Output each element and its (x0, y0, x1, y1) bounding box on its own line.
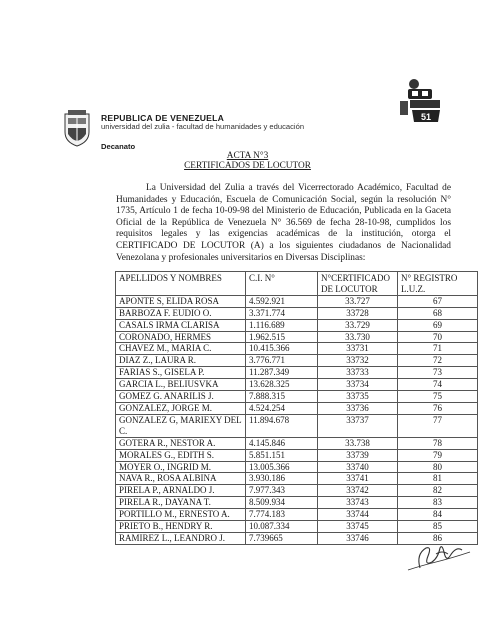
cell-name: GOTERA R., NESTOR A. (116, 437, 246, 449)
cell-registry: 73 (398, 367, 478, 379)
cell-name: FARIAS S., GISELA P. (116, 367, 246, 379)
acta-title: CERTIFICADOS DE LOCUTOR (184, 161, 311, 171)
cell-ci: 10.415.366 (246, 343, 318, 355)
table-row (116, 319, 478, 331)
cell-certificate: 33731 (318, 343, 398, 355)
certificates-table (115, 271, 478, 545)
cell-registry: 72 (398, 355, 478, 367)
table-row (116, 509, 478, 521)
cell-name: PIRELA P., ARNALDO J. (116, 485, 246, 497)
cell-certificate: 33735 (318, 391, 398, 403)
cell-registry: 82 (398, 485, 478, 497)
header-name: APELLIDOS Y NOMBRES (116, 272, 246, 296)
cell-ci: 7.977.343 (246, 485, 318, 497)
table-row (116, 331, 478, 343)
cell-certificate: 33.730 (318, 331, 398, 343)
cell-name: APONTE S, ELIDA ROSA (116, 295, 246, 307)
cell-certificate: 33733 (318, 367, 398, 379)
table-header-row (116, 272, 478, 296)
table-row (116, 355, 478, 367)
cell-name: PRIETO B., HENDRY R. (116, 521, 246, 533)
cell-ci: 4.592.921 (246, 295, 318, 307)
cell-registry: 70 (398, 331, 478, 343)
table-row (116, 343, 478, 355)
cell-name: GONZALEZ, JORGE M. (116, 402, 246, 414)
table-row (116, 391, 478, 403)
table-row (116, 379, 478, 391)
cell-name: PIRELA R., DAYANA T. (116, 497, 246, 509)
cell-registry: 74 (398, 379, 478, 391)
table-body (116, 295, 478, 544)
cell-ci: 1.116.689 (246, 319, 318, 331)
table-row (116, 497, 478, 509)
cell-registry: 77 (398, 414, 478, 437)
cell-ci: 4.145.846 (246, 437, 318, 449)
cell-name: MOYER O., INGRID M. (116, 461, 246, 473)
republic-heading: REPUBLICA DE VENEZUELA (101, 113, 224, 123)
cell-certificate: 33.738 (318, 437, 398, 449)
cell-ci: 3.930.186 (246, 473, 318, 485)
cell-ci: 3.776.771 (246, 355, 318, 367)
svg-text:51: 51 (420, 112, 432, 122)
cell-name: MORALES G., EDITH S. (116, 449, 246, 461)
cell-name: NAVA R., ROSA ALBINA (116, 473, 246, 485)
table-row (116, 485, 478, 497)
cell-ci: 7.888.315 (246, 391, 318, 403)
cell-certificate: 33744 (318, 509, 398, 521)
table-row (116, 437, 478, 449)
cell-ci: 5.851.151 (246, 449, 318, 461)
cell-ci: 13.628.325 (246, 379, 318, 391)
cell-registry: 86 (398, 532, 478, 544)
body-paragraph-text: La Universidad del Zulia a través del Vicerrectorado Académico, Facultad de Humanidades y Educación, Escuela de Comunicación Social, según la resolución N° 1735, Artículo 1 de fecha 10-09-98 del Ministerio de Educación, Publicada en la Gaceta Oficial de la República de Venezuela N° 36.569 de fecha 28-10-98, cumplidos los requisitos legales y las exigencias académicas de la institución, otorga el CERTIFICADO DE LOCUTOR (A) a los siguientes ciudadanos de Nacionalidad Venezolana y profesionales universitarios en Diversas Disciplinas: (116, 183, 451, 263)
table-row (116, 473, 478, 485)
cell-ci: 1.962.515 (246, 331, 318, 343)
table-row (116, 307, 478, 319)
cell-registry: 81 (398, 473, 478, 485)
cell-certificate: 33741 (318, 473, 398, 485)
cell-name: CORONADO, HERMES (116, 331, 246, 343)
cell-registry: 76 (398, 402, 478, 414)
cell-registry: 71 (398, 343, 478, 355)
university-crest-icon (62, 108, 92, 148)
cell-ci: 11.287.349 (246, 367, 318, 379)
table-row (116, 461, 478, 473)
cell-registry: 75 (398, 391, 478, 403)
cell-ci: 7.739665 (246, 532, 318, 544)
cell-name: BARBOZA F. EUDIO O. (116, 307, 246, 319)
cell-registry: 69 (398, 319, 478, 331)
cell-registry: 80 (398, 461, 478, 473)
cell-name: CASALS IRMA CLARISA (116, 319, 246, 331)
cell-ci: 8.509.934 (246, 497, 318, 509)
cell-registry: 84 (398, 509, 478, 521)
cell-certificate: 33736 (318, 402, 398, 414)
cell-name: CHAVEZ M., MARIA C. (116, 343, 246, 355)
acta-heading (0, 151, 495, 171)
cell-registry: 67 (398, 295, 478, 307)
cell-ci: 13.005.366 (246, 461, 318, 473)
cell-certificate: 33737 (318, 414, 398, 437)
cell-certificate: 33.729 (318, 319, 398, 331)
table-row (116, 295, 478, 307)
cell-certificate: 33739 (318, 449, 398, 461)
cell-registry: 83 (398, 497, 478, 509)
cell-name: DIAZ Z., LAURA R. (116, 355, 246, 367)
cell-certificate: 33732 (318, 355, 398, 367)
table-row (116, 367, 478, 379)
cell-certificate: 33.727 (318, 295, 398, 307)
cell-name: GARCIA L., BELIUSVKA (116, 379, 246, 391)
table-row (116, 521, 478, 533)
cell-registry: 85 (398, 521, 478, 533)
faculty-logo-icon (396, 76, 446, 126)
cell-certificate: 33740 (318, 461, 398, 473)
cell-name: GOMEZ G. ANARILIS J. (116, 391, 246, 403)
cell-certificate: 33745 (318, 521, 398, 533)
cell-certificate: 33734 (318, 379, 398, 391)
cell-ci: 4.524.254 (246, 402, 318, 414)
cell-certificate: 33743 (318, 497, 398, 509)
body-paragraph (116, 183, 451, 264)
cell-registry: 78 (398, 437, 478, 449)
table-row (116, 449, 478, 461)
university-line: universidad del zulia - facultad de humanidades y educación (101, 122, 305, 131)
cell-certificate: 33742 (318, 485, 398, 497)
cell-ci: 7.774.183 (246, 509, 318, 521)
header-registry: N° REGISTRO L.U.Z. (398, 272, 478, 296)
cell-registry: 68 (398, 307, 478, 319)
cell-ci: 3.371.774 (246, 307, 318, 319)
cell-name: RAMIREZ L., LEANDRO J. (116, 532, 246, 544)
header-ci: C.I. N° (246, 272, 318, 296)
cell-ci: 10.087.334 (246, 521, 318, 533)
cell-name: GONZALEZ G, MARIEXY DEL C. (116, 414, 246, 437)
cell-name: PORTILLO M., ERNESTO A. (116, 509, 246, 521)
cell-certificate: 33746 (318, 532, 398, 544)
signature-icon (406, 540, 472, 576)
cell-certificate: 33728 (318, 307, 398, 319)
cell-ci: 11.894.678 (246, 414, 318, 437)
table-row (116, 414, 478, 437)
header-certificate: N°CERTIFICADO DE LOCUTOR (318, 272, 398, 296)
acta-number: ACTA N°3 (226, 151, 269, 161)
cell-registry: 79 (398, 449, 478, 461)
table-row (116, 402, 478, 414)
department-label: Decanato (101, 142, 136, 151)
